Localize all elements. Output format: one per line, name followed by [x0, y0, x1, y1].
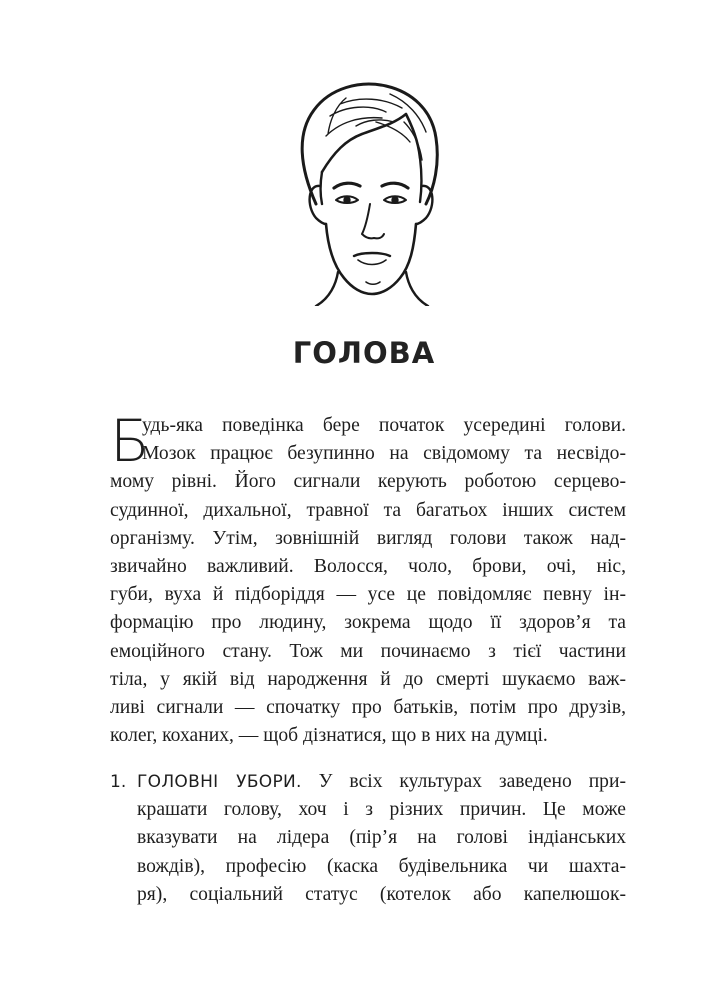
chapter-title: ГОЛОВА [292, 336, 436, 370]
text-line: ря), соціальний статус (котелок або капелюшок- [137, 883, 626, 905]
text-line: губи, вуха й підборіддя — усе це повідомляє певну ін- [110, 584, 626, 606]
text-line: Мозок працює безупинно на свідомому та несвідо- [142, 443, 626, 465]
numbered-list [110, 768, 626, 909]
list-number: 1. [110, 772, 127, 792]
text-line: колег, коханих, — щоб дізнатися, що в них на думці. [110, 725, 548, 747]
list-heading: ГОЛОВНІ УБОРИ. [137, 772, 302, 792]
text-line: судинної, дихальної, травної та багатьох інших систем [110, 499, 626, 521]
text-line: тіла, у якій від народження й до смерті шукаємо важ- [110, 668, 626, 690]
drop-cap: Б [110, 407, 150, 475]
text-line: вождів), професію (каска будівельника чи шахта- [137, 855, 626, 877]
text-line: вказувати на лідера (пір’я на голові індіанських [137, 827, 626, 849]
list-item-first-line [137, 768, 626, 796]
text-line: емоційного стану. Тож ми починаємо з тієї частини [110, 640, 626, 662]
text-line: організму. Утім, зовнішній вигляд голови також над- [110, 527, 626, 549]
text-line: удь-яка поведінка бере початок усередині голови. [142, 415, 626, 436]
text-line: мому рівні. Його сигнали керують роботою серцево- [110, 471, 626, 493]
intro-paragraph [110, 407, 626, 750]
male-face-illustration [286, 76, 444, 306]
text-fragment: У всіх культурах заведено при- [301, 771, 626, 792]
list-item [110, 768, 626, 909]
text-line: формацію про людину, зокрема щодо її здоров’я та [110, 612, 626, 634]
text-line: крашати голову, хоч і з різних причин. Це може [137, 799, 626, 821]
text-line: звичайно важливий. Волосся, чоло, брови, очі, ніс, [110, 555, 626, 577]
text-line: ливі сигнали — спочатку про батьків, потім про друзів, [110, 696, 626, 718]
